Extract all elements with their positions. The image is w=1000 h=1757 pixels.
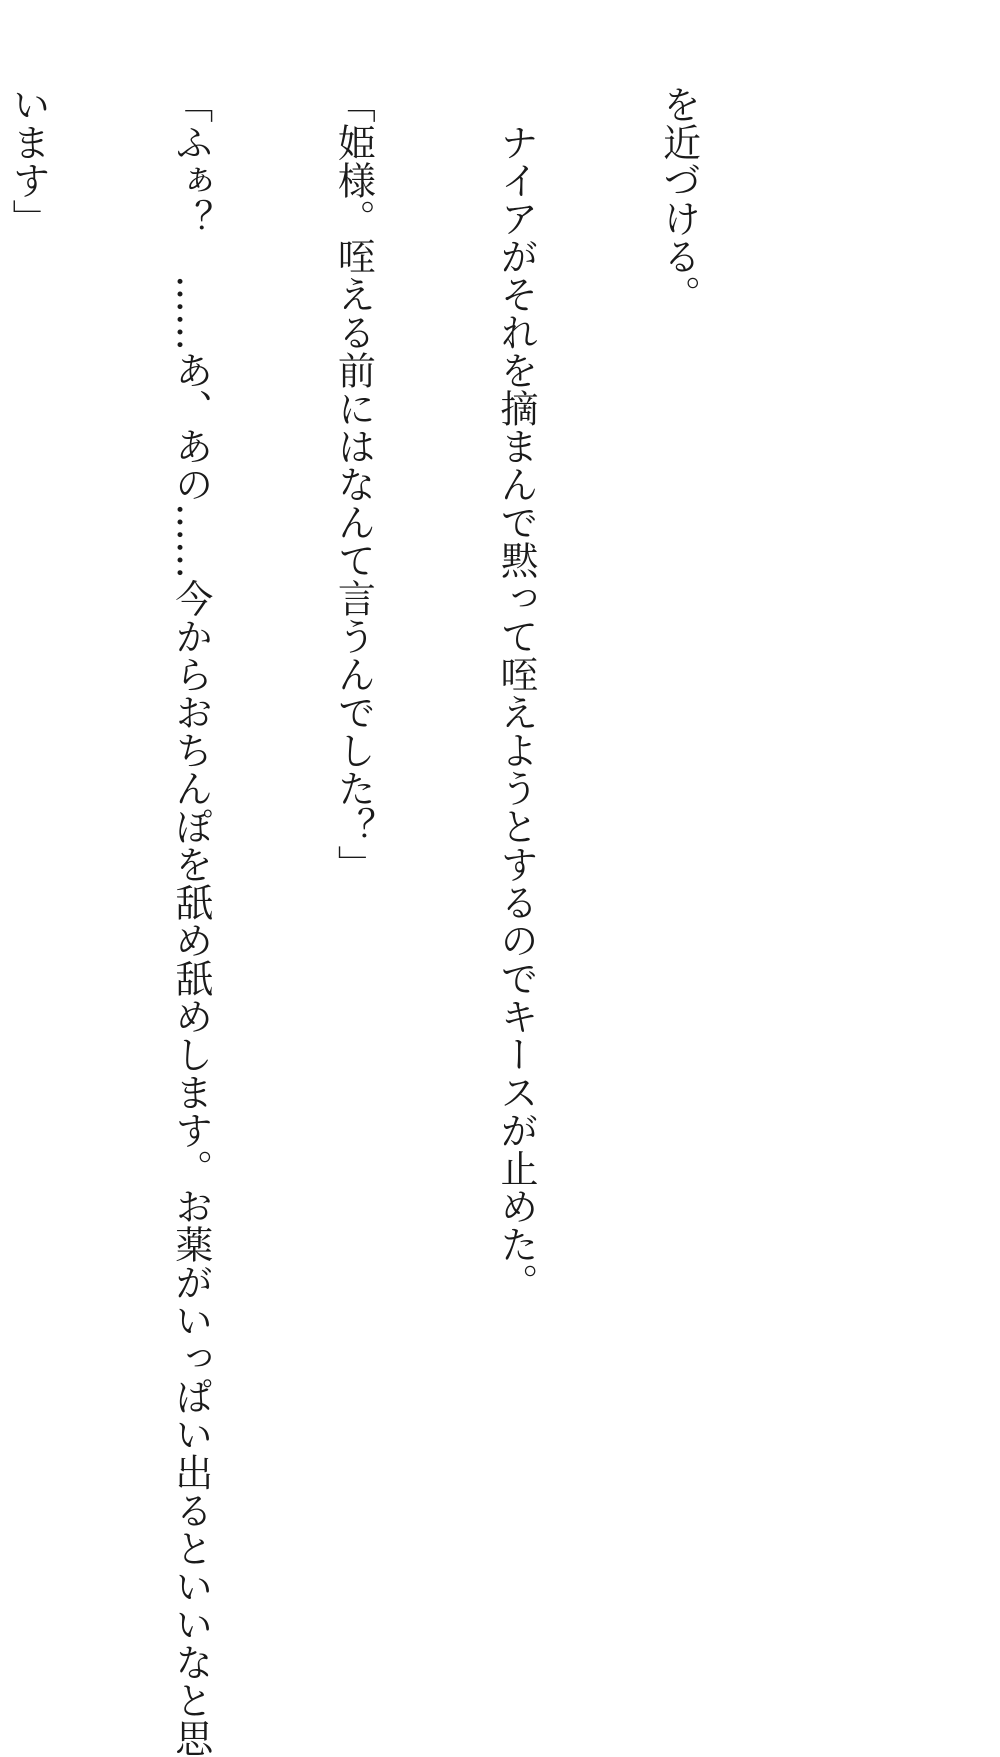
- text-line: 「ふぁ？ ……あ、あの……今からおちんぽを舐め舐めします。お薬がいっぱい出るといいなと思: [168, 85, 213, 1757]
- text-line: 「姫様。咥える前にはなんて言うんでした？」: [331, 85, 376, 883]
- text-line: ナイアがそれを摘まんで黙って咥えようとするのでキースが止めた。: [493, 85, 538, 1301]
- text-line: います」: [6, 85, 51, 237]
- text-line: を近づける。: [656, 85, 701, 313]
- vertical-text-body: [0, 85, 814, 1757]
